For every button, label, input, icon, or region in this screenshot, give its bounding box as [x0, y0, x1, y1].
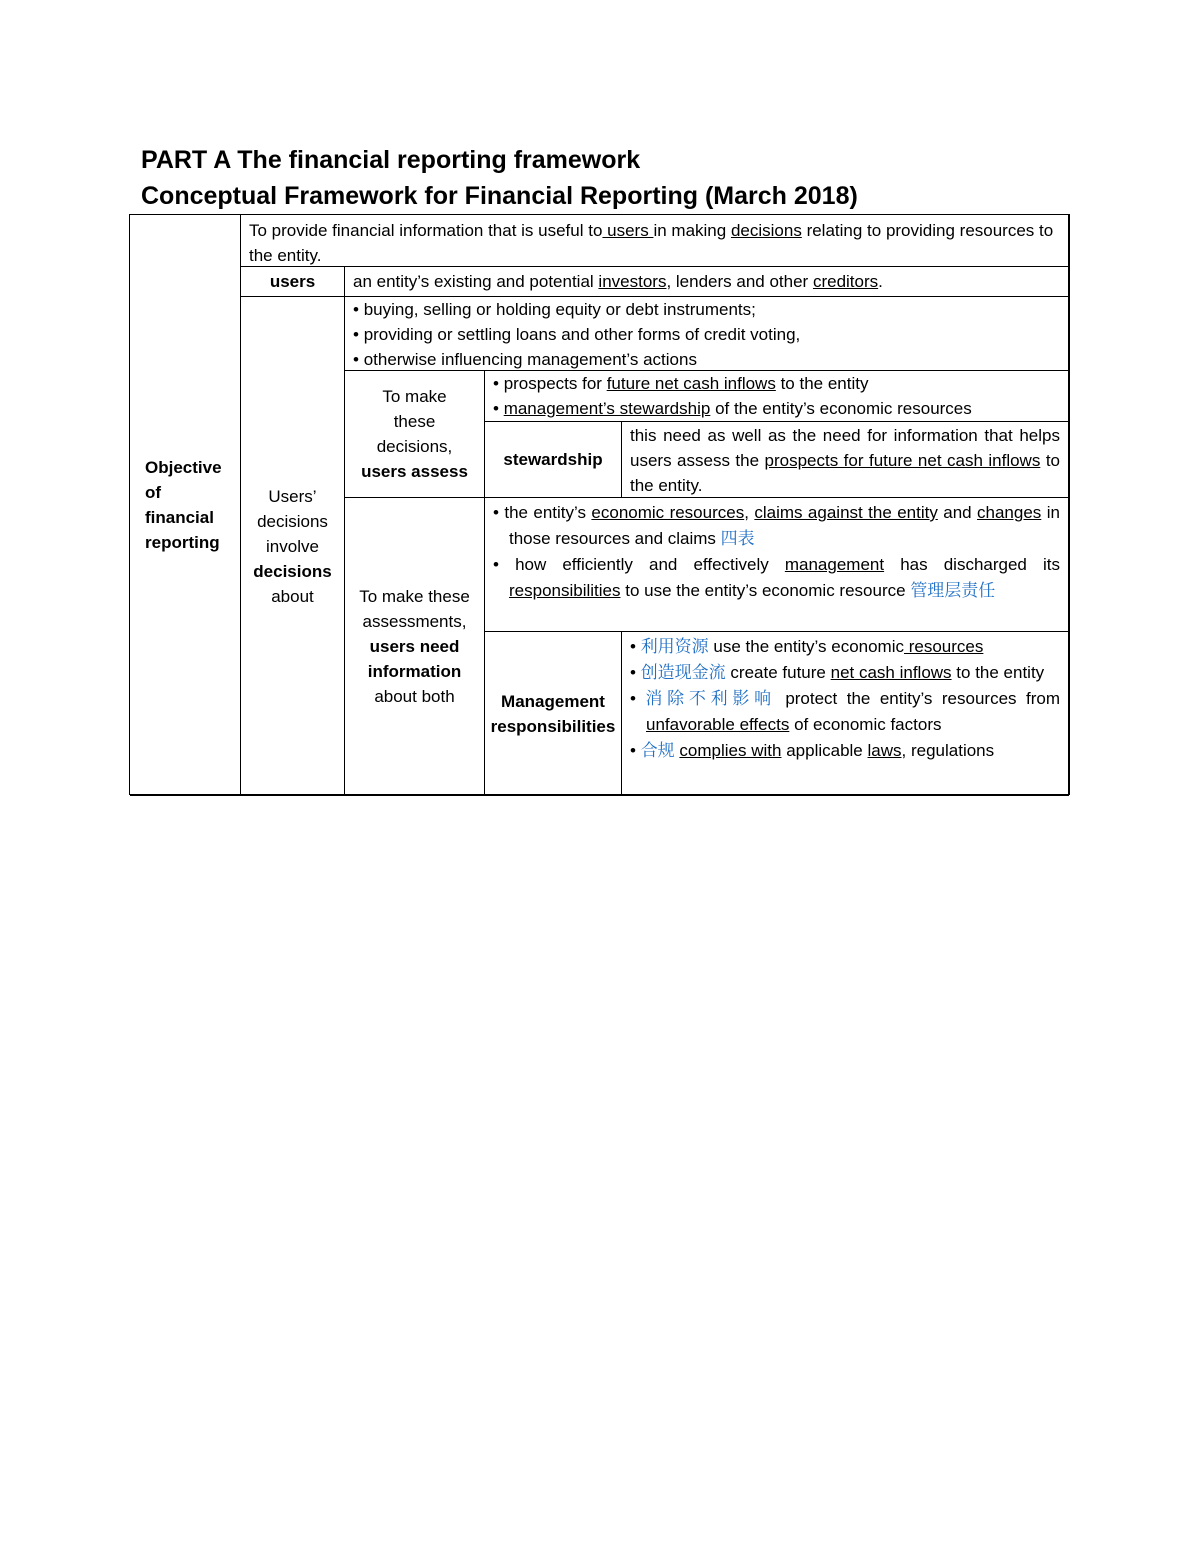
information-label-bold: users need information: [367, 637, 462, 681]
stewardship-text: this need as well as the need for information that helps users assess the: [630, 426, 1060, 470]
list-item: • buying, selling or holding equity or debt instruments;: [353, 300, 756, 319]
objective-label-cell: [130, 215, 241, 796]
information-list: [485, 498, 1069, 632]
user-decisions-label-about: about: [271, 586, 314, 606]
user-decisions-label: Users’ decisions involve: [257, 486, 328, 556]
list-item: • how efficiently and effectively management has discharged its responsibilities to use the entity’s economic resource 管理层责任: [493, 555, 1060, 600]
assess-label-cell: [345, 371, 485, 498]
objective-text-part: To provide financial information that is useful to: [249, 221, 603, 240]
users-label: users: [269, 272, 316, 291]
users-definition: an entity’s existing and potential investors, lenders and other creditors.: [353, 272, 883, 291]
users-link-text: users: [602, 221, 654, 240]
objective-text-part: relating to providing resources to the entity.: [249, 221, 1054, 265]
list-item: • management’s stewardship of the entity’s economic resources: [493, 399, 972, 418]
management-label: Management responsibilities: [490, 691, 616, 736]
user-decisions-label-bold: decisions: [253, 561, 332, 581]
assess-list: [485, 371, 1069, 422]
assess-label-bold: users assess: [361, 462, 468, 481]
stewardship-label-cell: [485, 422, 622, 498]
objective-text-cell: [241, 215, 1069, 267]
assess-label: To make these decisions,: [376, 387, 453, 456]
list-item: • 合规 complies with applicable laws, regulations: [630, 741, 995, 760]
list-item: • 消除不利影响 protect the entity’s resources from unfavorable effects of economic factors: [630, 689, 1060, 734]
user-decisions-label-cell: [241, 297, 345, 796]
decisions-text: decisions: [730, 221, 802, 240]
list-item: • otherwise influencing management’s actions: [353, 350, 697, 369]
framework-table: [129, 214, 1070, 795]
page-header: [141, 142, 858, 214]
stewardship-label: stewardship: [503, 450, 603, 469]
list-item: • 利用资源 use the entity’s economic resources: [630, 637, 984, 656]
list-item: • prospects for future net cash inflows to the entity: [493, 374, 869, 393]
decisions-list: [345, 297, 1069, 371]
list-item: • providing or settling loans and other forms of credit voting,: [353, 325, 801, 344]
page-subtitle: Conceptual Framework for Financial Reporting (March 2018): [141, 182, 858, 210]
objective-label: Objective of financial reporting: [145, 458, 222, 552]
management-label-cell: [485, 632, 622, 796]
page-title: PART A The financial reporting framework: [141, 146, 641, 174]
information-label-cell: [345, 498, 485, 796]
stewardship-text-end: to the entity.: [630, 451, 1060, 495]
stewardship-text-underlined: prospects for future net cash inflows: [764, 451, 1041, 470]
stewardship-text-cell: [622, 422, 1069, 498]
management-list: [622, 632, 1069, 796]
information-label: To make these assessments,: [359, 587, 470, 631]
users-label-cell: [241, 267, 345, 297]
information-label-end: about both: [374, 687, 455, 706]
list-item: • the entity’s economic resources, claims against the entity and changes in those resources and claims 四表: [493, 503, 1060, 548]
objective-text-part: in making: [653, 221, 727, 240]
users-definition-cell: [345, 267, 1069, 297]
list-item: • 创造现金流 create future net cash inflows to the entity: [630, 663, 1045, 682]
